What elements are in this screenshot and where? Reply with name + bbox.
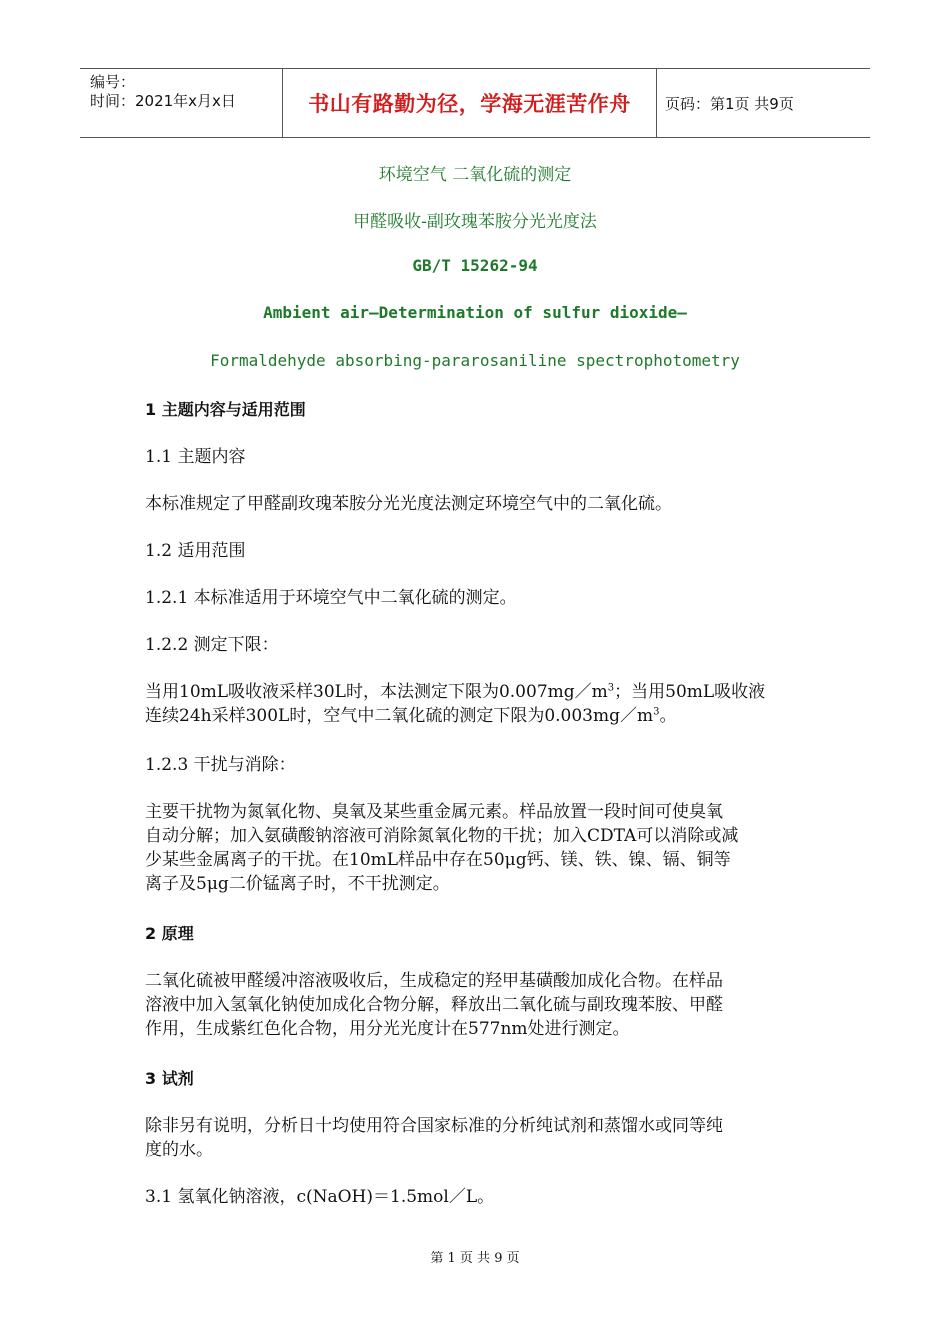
section-1-1-text: 本标准规定了甲醛副玫瑰苯胺分光光度法测定环境空气中的二氧化硫。 [145,494,672,514]
section-1-1-heading: 1.1 主题内容 [145,447,246,467]
text-line: 度的水。 [145,1140,213,1160]
text-line: 二氧化硫被甲醛缓冲溶液吸收后，生成稳定的羟甲基磺酸加成化合物。在样品 [145,971,723,991]
title-en-line1: Ambient air—Determination of sulfur dioxide— [263,303,687,322]
header-motto: 书山有路勤为径，学海无涯苦作舟 [282,69,657,137]
time-label: 时间：2021年x月x日 [90,92,236,110]
text-line: 自动分解；加入氨磺酸钠溶液可消除氮氧化物的干扰；加入CDTA可以消除或减 [145,826,739,846]
page-footer: 第 1 页 共 9 页 [430,1251,520,1266]
text-line: 离子及5μg二价锰离子时，不干扰测定。 [145,874,450,894]
section-1-2-2-text [145,680,810,728]
standard-number: GB/T 15262-94 [412,256,538,275]
text-line: 主要干扰物为氮氧化物、臭氧及某些重金属元素。样品放置一段时间可使臭氧 [145,802,723,822]
section-1-2-3-heading: 1.2.3 干扰与消除： [145,755,296,775]
header-table [80,68,870,138]
number-label: 编号： [90,73,136,91]
section-3-1-text: 3.1 氢氧化钠溶液，c(NaOH)＝1.5mol／L。 [145,1187,495,1207]
section-3-text [145,1114,810,1162]
text-line: 当用10mL吸收液采样30L时，本法测定下限为$0.007mg/m^3$；当用50mL吸收液 [145,682,766,702]
section-1-2-3-text [145,800,810,896]
text-line: 作用，生成紫红色化合物，用分光光度计在577nm处进行测定。 [145,1019,630,1039]
section-1-2-1-text: 1.2.1 本标准适用于环境空气中二氧化硫的测定。 [145,588,517,608]
section-2-heading: 2 原理 [145,924,194,943]
section-3-heading: 3 试剂 [145,1069,194,1088]
text-line: 连续24h采样300L时，空气中二氧化硫的测定下限为$0.003mg/m^3$。 [145,706,677,726]
section-1-2-heading: 1.2 适用范围 [145,541,246,561]
text-line: 除非另有说明，分析日十均使用符合国家标准的分析纯试剂和蒸馏水或同等纯 [145,1116,723,1136]
section-1-2-2-heading: 1.2.2 测定下限： [145,635,279,655]
header-meta [80,69,282,137]
title-cn-line2: 甲醛吸收-副玫瑰苯胺分光光度法 [353,212,597,232]
text-line: 少某些金属离子的干扰。在10mL样品中存在50μg钙、镁、铁、镍、镉、铜等 [145,850,731,870]
section-2-text [145,969,810,1041]
title-en-line2: Formaldehyde absorbing-pararosaniline spectrophotometry [210,351,740,370]
section-1-heading: 1 主题内容与适用范围 [145,400,306,419]
header-page-info: 页码：第1页 共9页 [665,94,794,113]
title-cn-line1: 环境空气 二氧化硫的测定 [378,165,572,185]
text-line: 溶液中加入氢氧化钠使加成化合物分解，释放出二氧化硫与副玫瑰苯胺、甲醛 [145,995,723,1015]
